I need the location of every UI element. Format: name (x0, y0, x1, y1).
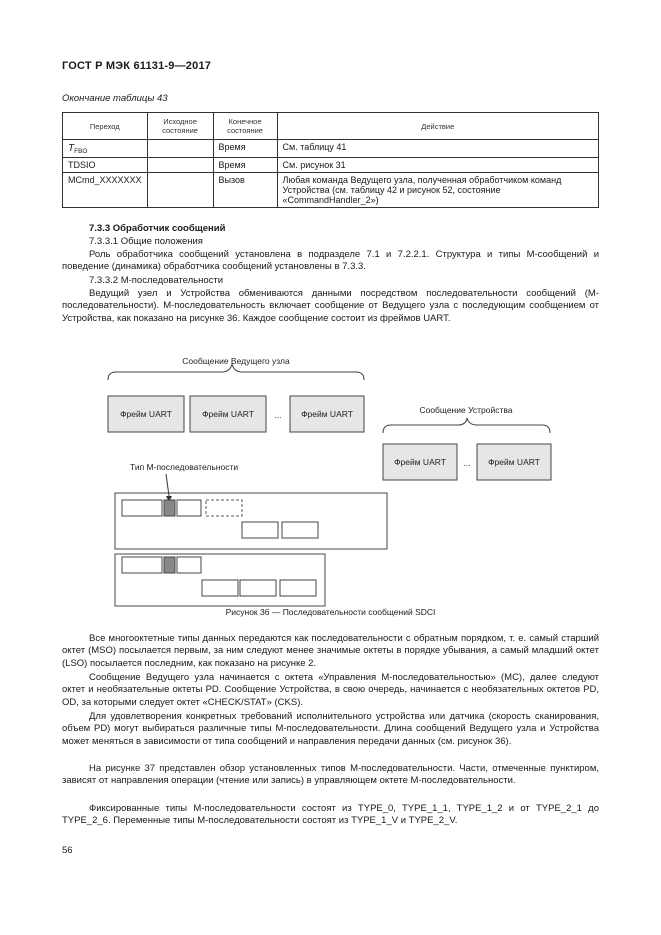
octet-box (242, 522, 278, 538)
paragraph: Роль обработчика сообщений установлена в подразделе 7.1 и 7.2.2.1. Структура и типы М-сообщений и поведение (динамика) обработчика сообщений установлены в 7.3.3. (62, 249, 599, 273)
cell-action: См. таблицу 41 (277, 140, 598, 158)
device-brace (383, 418, 550, 433)
col-header-transition: Переход (63, 113, 148, 140)
paragraph: Сообщение Ведущего узла начинается с октета «Управления М-последовательностью» (МС), далее следуют октет и необязательные октеты PD. Сообщение Устройства, в свою очередь, начинается с необязательных октетов PD, OD, за которыми следует октет «CHECK/STAT» (CKS). (62, 672, 599, 708)
cell-transition: $T_{FBO}$ (63, 140, 148, 158)
uart-frame-label: Фрейм UART (394, 457, 446, 467)
octet-box (280, 580, 316, 596)
figure-caption: Рисунок 36 — Последовательности сообщений SDCI (225, 607, 436, 617)
document-header: ГОСТ Р МЭК 61131-9—2017 (62, 60, 212, 72)
cell-to: Вызов (213, 173, 277, 208)
mc-octet-box (164, 500, 175, 516)
octet-box (282, 522, 318, 538)
section-title: 7.3.3 Обработчик сообщений (89, 223, 226, 234)
uart-frame-label: Фрейм UART (120, 409, 172, 419)
cell-action: Любая команда Ведущего узла, полученная обработчиком команд Устройства (см. таблицу 42 и рисунок 52, состояние «CommandHandler_2») (277, 173, 598, 208)
subsection-title-1: 7.3.3.1 Общие положения (89, 236, 203, 247)
octet-box (202, 580, 238, 596)
cell-action: См. рисунок 31 (277, 158, 598, 173)
mc-octet-box (164, 557, 175, 573)
uart-frame-label: Фрейм UART (488, 457, 540, 467)
uart-frame-label: Фрейм UART (301, 409, 353, 419)
paragraph: Ведущий узел и Устройства обмениваются данными посредством последовательности сообщений (М-последовательности). М-последовательность включает сообщение от Ведущего узла с последующим сообщением от Устройства, как показано на рисунке 36. Каждое сообщение состоит из фреймов UART. (62, 288, 599, 324)
mseq-type-label: Тип М-последовательности (130, 462, 239, 472)
octet-box (122, 500, 162, 516)
octet-box (177, 557, 201, 573)
ellipsis: ... (274, 410, 282, 420)
col-header-action: Действие (277, 113, 598, 140)
table-caption: Окончание таблицы 43 (62, 93, 168, 104)
octet-box (122, 557, 162, 573)
paragraph: Все многооктетные типы данных передаются как последовательности с обратным порядком, т. е. самый старший октет (MSO) посылается первым, за ним следуют менее значимые октеты в порядке убывания, а самый младший октет (LSO) посылается последним, как показано на рисунке 2. (62, 633, 599, 669)
octet-box (240, 580, 276, 596)
master-brace (108, 364, 364, 380)
col-header-from-state: Исходное состояние (147, 113, 213, 140)
paragraph: На рисунке 37 представлен обзор установленных типов М-последовательности. Части, отмеченные пунктиром, зависят от направления операции (чтение или запись) в управляющем октете М-последовательности. (62, 763, 599, 787)
uart-frame-label: Фрейм UART (202, 409, 254, 419)
page-number: 56 (62, 845, 73, 856)
optional-octet-box (206, 500, 242, 516)
cell-to: Время (213, 140, 277, 158)
cell-transition: TDSIO (63, 158, 148, 173)
cell-to: Время (213, 158, 277, 173)
subsection-title-2: 7.3.3.2 М-последовательности (89, 275, 224, 286)
octet-box (177, 500, 201, 516)
master-message-label: Сообщение Ведущего узла (182, 356, 290, 366)
cell-transition: MCmd_XXXXXXX (63, 173, 148, 208)
paragraph: Фиксированные типы М-последовательности состоят из TYPE_0, TYPE_1_1, TYPE_1_2 и от TYPE_2_1 до TYPE_2_6. Переменные типы М-последовательности состоят из TYPE_1_V и TYPE_2_V. (62, 803, 599, 827)
ellipsis: ... (463, 458, 471, 468)
col-header-to-state: Конечное состояние (213, 113, 277, 140)
paragraph: Для удовлетворения конкретных требований исполнительного устройства или датчика (скорость сканирования, объем PD) могут выбираться различные типы М-последовательности. Длина сообщений Ведущего узла и Устройства может меняться в зависимости от типа сообщений и направления передачи данных (см. рисунок 36). (62, 711, 599, 747)
device-message-label: Сообщение Устройства (419, 405, 513, 415)
